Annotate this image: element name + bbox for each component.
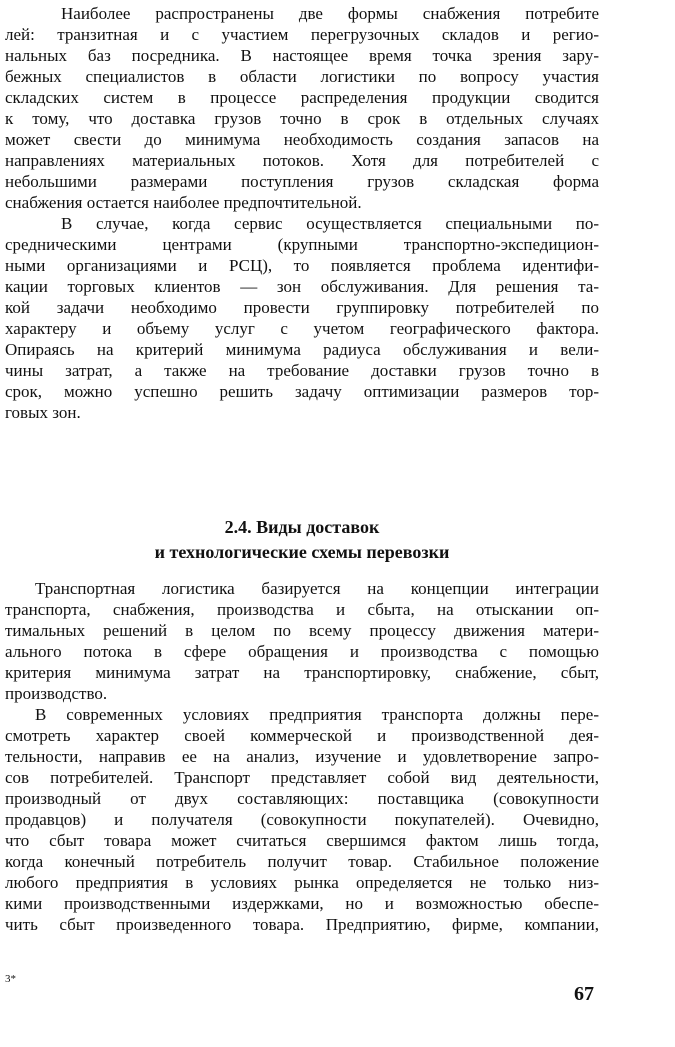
text-line: небольшими размерами поступления грузов складская форма bbox=[5, 172, 599, 191]
text-line: ального потока в сфере обращения и производства с помощью bbox=[5, 642, 599, 661]
text-line: лей: транзитная и с участием перегрузочных складов и регио- bbox=[5, 25, 599, 44]
text-line: говых зон. bbox=[5, 403, 81, 422]
text-line: может свести до минимума необходимость создания запасов на bbox=[5, 130, 599, 149]
text-line: что сбыт товара может считаться свершимся фактом лишь тогда, bbox=[5, 831, 599, 850]
text-line: производство. bbox=[5, 684, 108, 703]
text-line: к тому, что доставка грузов точно в срок в отдельных случаях bbox=[5, 109, 599, 128]
text-line: кими производственными издержками, но и возможностью обеспе- bbox=[5, 894, 599, 913]
paragraph-block-1 bbox=[5, 3, 599, 423]
text-line: смотреть характер своей коммерческой и производственной дея- bbox=[5, 726, 599, 745]
text-line: тимальных решений в целом по всему процессу движения матери- bbox=[5, 621, 599, 640]
text-line: чить сбыт произведенного товара. Предприятию, фирме, компании, bbox=[5, 915, 599, 934]
text-line: кации торговых клиентов — зон обслуживания. Для решения та- bbox=[5, 277, 599, 296]
text-line: транспорта, снабжения, производства и сбыта, на отыскании оп- bbox=[5, 600, 599, 619]
text-line: срок, можно успешно решить задачу оптимизации размеров тор- bbox=[5, 382, 599, 401]
section-heading bbox=[5, 515, 599, 565]
page-number: 67 bbox=[574, 983, 594, 1005]
text-line: направлениях материальных потоков. Хотя для потребителей с bbox=[5, 151, 599, 170]
text-line: кой задачи необходимо провести группировку потребителей по bbox=[5, 298, 599, 317]
text-line: когда конечный потребитель получит товар. Стабильное положение bbox=[5, 852, 599, 871]
paragraph-block-2 bbox=[5, 578, 599, 935]
text-line: сов потребителей. Транспорт представляет собой вид деятельности, bbox=[5, 768, 599, 787]
text-line: любого предприятия в условиях рынка определяется не только низ- bbox=[5, 873, 599, 892]
text-line: снабжения остается наиболее предпочтительной. bbox=[5, 193, 362, 212]
text-line: В современных условиях предприятия транспорта должны пере- bbox=[35, 705, 599, 724]
signature-mark: 3* bbox=[5, 973, 16, 985]
text-line: нальных баз посредника. В настоящее время точка зрения зару- bbox=[5, 46, 599, 65]
text-line: бежных специалистов в области логистики по вопросу участия bbox=[5, 67, 599, 86]
heading-line-2: и технологические схемы перевозки bbox=[154, 542, 450, 562]
text-line: тельности, направив ее на анализ, изучение и удовлетворение запро- bbox=[5, 747, 599, 766]
text-line: характеру и объему услуг с учетом географического фактора. bbox=[5, 319, 599, 338]
text-line: Наиболее распространены две формы снабжения потребите bbox=[61, 4, 599, 23]
text-line: складских систем в процессе распределения продукции сводится bbox=[5, 88, 599, 107]
text-line: производный от двух составляющих: поставщика (совокупности bbox=[5, 789, 599, 808]
text-line: Опираясь на критерий минимума радиуса обслуживания и вели- bbox=[5, 340, 599, 359]
text-line: критерия минимума затрат на транспортировку, снабжение, сбыт, bbox=[5, 663, 599, 682]
text-line: В случае, когда сервис осуществляется специальными по- bbox=[61, 214, 599, 233]
heading-line-1: 2.4. Виды доставок bbox=[224, 517, 380, 537]
text-line: чины затрат, а также на требование доставки грузов точно в bbox=[5, 361, 599, 380]
text-line: Транспортная логистика базируется на концепции интеграции bbox=[35, 579, 599, 598]
text-line: продавцов) и получателя (совокупности покупателей). Очевидно, bbox=[5, 810, 599, 829]
text-line: средническими центрами (крупными транспортно-экспедицион- bbox=[5, 235, 599, 254]
text-line: ными организациями и РСЦ), то появляется проблема идентифи- bbox=[5, 256, 599, 275]
